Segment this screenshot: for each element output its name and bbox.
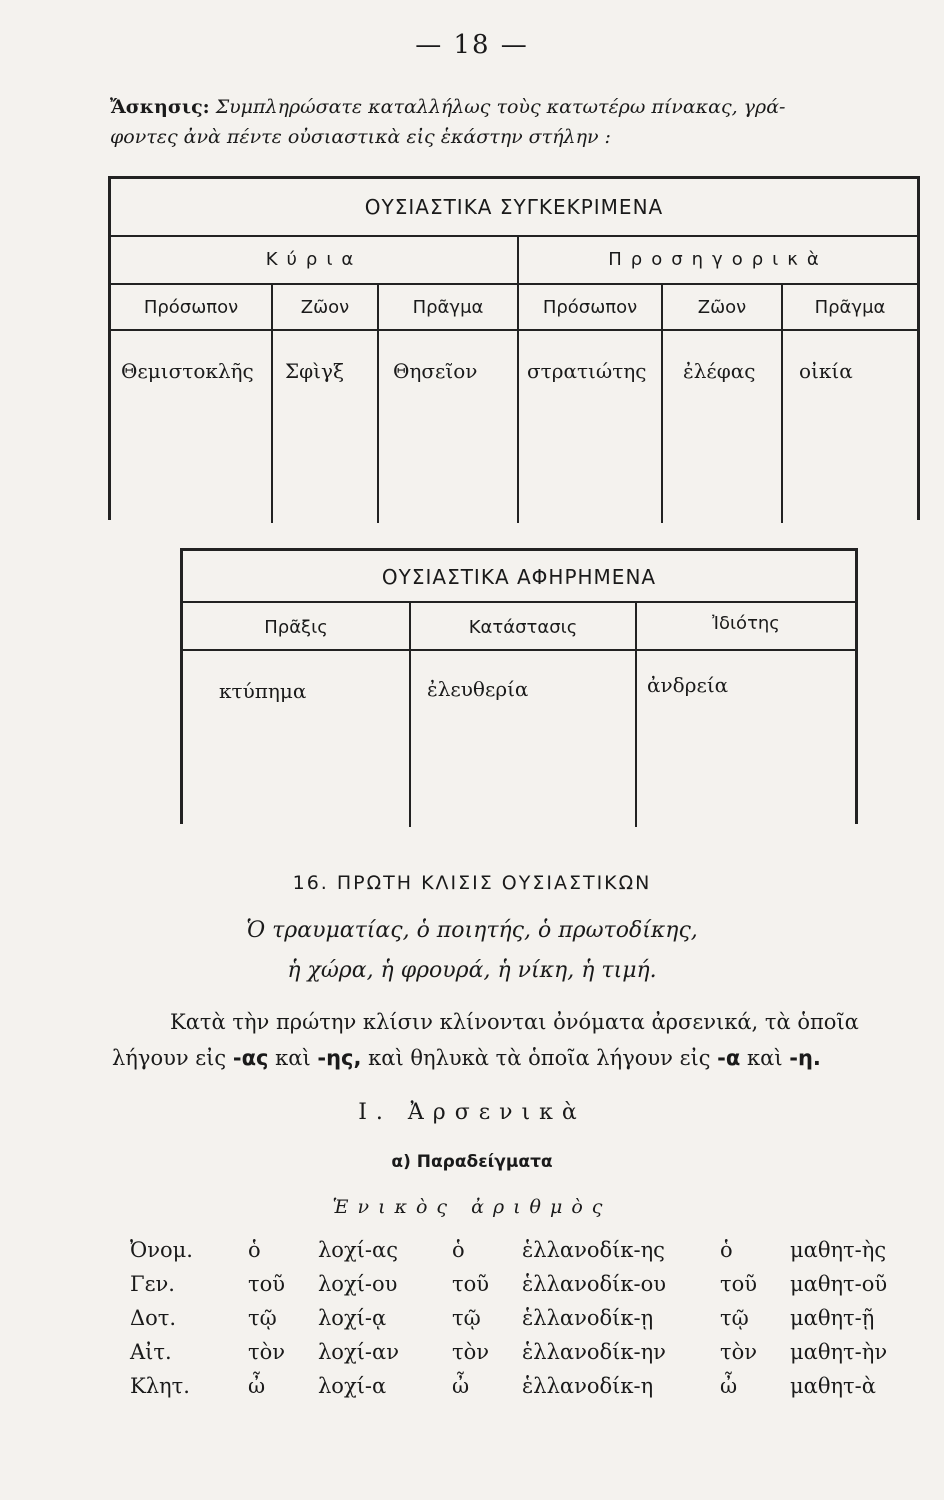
section-title: 16. ΠΡΩΤΗ ΚΛΙΣΙΣ ΟΥΣΙΑΣΤΙΚΩΝ xyxy=(292,872,652,894)
exercise-text-2: φοντες ἀνὰ πέντε οὐσιαστικὰ εἰς ἑκάστην στήλην : xyxy=(110,126,611,148)
group-header-common: Προσηγορικὰ xyxy=(608,249,828,270)
declension-row xyxy=(130,1238,920,1272)
cell-action: κτύπημα xyxy=(219,679,307,703)
word-2: ἑλλανοδίκ-ῃ xyxy=(522,1306,654,1330)
word-3: μαθητ-ὴς xyxy=(790,1238,887,1262)
word-1: λοχί-α xyxy=(318,1374,387,1398)
table-title: ΟΥΣΙΑΣΤΙΚΑ ΣΥΓΚΕΚΡΙΜΕΝΑ xyxy=(364,195,664,219)
cell-state: ἐλευθερία xyxy=(427,677,529,701)
case-label: Γεν. xyxy=(130,1272,175,1296)
cell-animal-1: Σφὶγξ xyxy=(285,359,344,383)
article-1: τοῦ xyxy=(248,1272,286,1296)
cell-animal-2: ἐλέφας xyxy=(683,359,756,383)
article-3: τὸν xyxy=(720,1340,758,1364)
para-text-a: λήγουν εἰς xyxy=(112,1046,227,1070)
examples-heading: α) Παραδείγματα xyxy=(391,1152,553,1172)
group-header-proper: Κύρια xyxy=(265,249,363,270)
example-line-1: Ὁ τραυματίας, ὁ ποιητής, ὁ πρωτοδίκης, xyxy=(246,918,698,943)
col-header-animal-2: Ζῶον xyxy=(697,297,747,318)
ending-hs: -ης, xyxy=(317,1046,362,1070)
article-1: ὦ xyxy=(248,1374,266,1398)
col-header-person-1: Πρόσωπον xyxy=(143,297,239,318)
exercise-label: Ἄσκησις: xyxy=(110,96,210,118)
case-label: Ὀνομ. xyxy=(130,1238,193,1262)
cell-person-1: Θεμιστοκλῆς xyxy=(121,359,254,383)
word-3: μαθητ-ῇ xyxy=(790,1306,875,1330)
para-and-1: καὶ xyxy=(275,1046,311,1070)
article-3: ὁ xyxy=(720,1238,733,1262)
ending-a: -α xyxy=(717,1046,741,1070)
case-label: Κλητ. xyxy=(130,1374,190,1398)
article-3: ὦ xyxy=(720,1374,738,1398)
article-2: τῷ xyxy=(452,1306,481,1330)
table-title-abstract: ΟΥΣΙΑΣΤΙΚΑ ΑΦΗΡΗΜΕΝΑ xyxy=(381,565,657,589)
article-3: τοῦ xyxy=(720,1272,758,1296)
page-number: — 18 — xyxy=(415,30,529,60)
declension-row xyxy=(130,1306,920,1340)
word-1: λοχί-ου xyxy=(318,1272,398,1296)
rule-paragraph-line-2 xyxy=(112,1040,932,1076)
case-label: Αἰτ. xyxy=(130,1340,172,1364)
col-header-animal-1: Ζῶον xyxy=(300,297,350,318)
col-header-state: Κατάστασις xyxy=(468,617,578,638)
word-1: λοχί-αν xyxy=(318,1340,399,1364)
subheading-masculine: I. Ἀρσενικὰ xyxy=(358,1100,586,1125)
declension-row xyxy=(130,1374,920,1408)
col-header-thing-2: Πρᾶγμα xyxy=(814,297,886,318)
article-2: τοῦ xyxy=(452,1272,490,1296)
exercise-line-1 xyxy=(110,92,920,122)
word-2: ἑλλανοδίκ-ης xyxy=(522,1238,665,1262)
word-3: μαθητ-οῦ xyxy=(790,1272,888,1296)
exercise-instruction xyxy=(110,92,920,152)
word-2: ἑλλανοδίκ-ην xyxy=(522,1340,666,1364)
col-header-person-2: Πρόσωπον xyxy=(542,297,638,318)
rule-paragraph-line-1: Κατὰ τὴν πρώτην κλίσιν κλίνονται ὀνόματα ἀρσενικά, τὰ ὁποῖα xyxy=(170,1010,859,1034)
word-1: λοχί-ας xyxy=(318,1238,398,1262)
word-2: ἑλλανοδίκ-η xyxy=(522,1374,654,1398)
word-3: μαθητ-ὴν xyxy=(790,1340,888,1364)
abstract-nouns-table xyxy=(180,548,858,824)
word-3: μαθητ-ὰ xyxy=(790,1374,876,1398)
cell-thing-1: Θησεῖον xyxy=(393,359,478,383)
article-1: τὸν xyxy=(248,1340,286,1364)
article-1: ὁ xyxy=(248,1238,261,1262)
cell-person-2: στρατιώτης xyxy=(527,359,647,383)
para-text-b: καὶ θηλυκὰ τὰ ὁποῖα λήγουν εἰς xyxy=(368,1046,711,1070)
article-1: τῷ xyxy=(248,1306,277,1330)
case-label: Δοτ. xyxy=(130,1306,177,1330)
article-3: τῷ xyxy=(720,1306,749,1330)
article-2: ὦ xyxy=(452,1374,470,1398)
cell-quality: ἀνδρεία xyxy=(647,673,729,697)
declension-row xyxy=(130,1272,920,1306)
article-2: ὁ xyxy=(452,1238,465,1262)
ending-as: -ας xyxy=(232,1046,269,1070)
example-line-2: ἡ χώρα, ἡ φρουρά, ἡ νίκη, ἡ τιμή. xyxy=(287,958,657,983)
concrete-nouns-table xyxy=(108,176,920,520)
col-header-action: Πρᾶξις xyxy=(264,617,328,638)
singular-heading: Ἑνικὸς ἀριθμὸς xyxy=(332,1196,612,1218)
cell-thing-2: οἰκία xyxy=(799,359,853,383)
word-2: ἑλλανοδίκ-ου xyxy=(522,1272,666,1296)
col-header-thing-1: Πρᾶγμα xyxy=(412,297,484,318)
declension-row xyxy=(130,1340,920,1374)
article-2: τὸν xyxy=(452,1340,490,1364)
para-and-2: καὶ xyxy=(747,1046,783,1070)
word-1: λοχί-ᾳ xyxy=(318,1306,387,1330)
col-header-quality: Ἰδιότης xyxy=(712,613,780,634)
ending-h: -η. xyxy=(789,1046,821,1070)
exercise-text-1: Συμπληρώσατε καταλλήλως τοὺς κατωτέρω πίνακας, γρά- xyxy=(215,96,786,118)
